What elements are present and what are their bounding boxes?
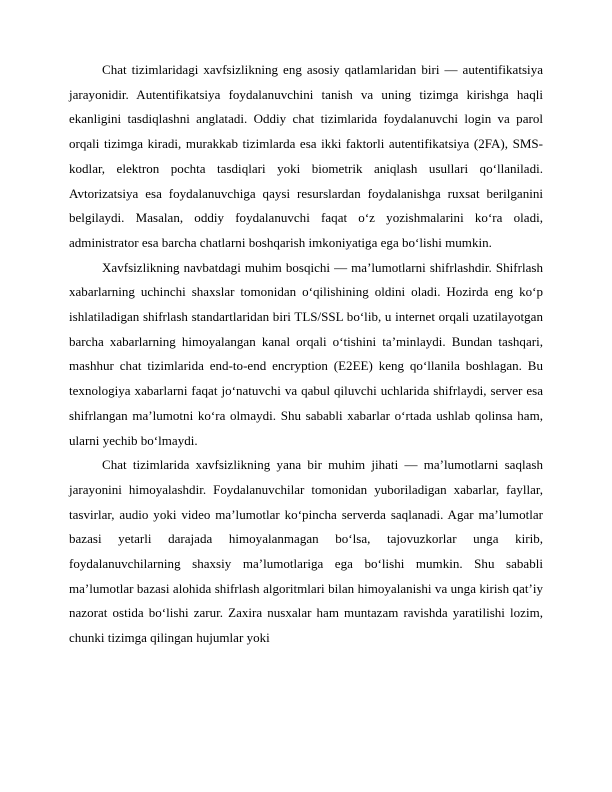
paragraph-data-storage: Chat tizimlarida xavfsizlikning yana bir muhim jihati — ma’lumotlarni saqlash jarayonini himoyalashdir. Foydalanuvchilar tomonidan yuboriladigan xabarlar, fayllar, tasvirlar, audio yoki video ma’lumotlar ko‘pincha serverda saqlanadi. Agar ma’lumotlar bazasi yetarli darajada himoyalanmagan bo‘lsa, tajovuzkorlar unga kirib, foydalanuvchilarning shaxsiy ma’lumotlariga ega bo‘lishi mumkin. Shu sababli ma’lumotlar bazasi alohida shifrlash algoritmlari bilan himoyalanishi va unga kirish qat’iy nazorat ostida bo‘lishi zarur. Zaxira nusxalar ham muntazam ravishda yaratilishi lozim, chunki tizimga qilingan hujumlar yoki <box>69 457 543 646</box>
paragraph-encryption: Xavfsizlikning navbatdagi muhim bosqichi — ma’lumotlarni shifrlashdir. Shifrlash xabarlarning uchinchi shaxslar tomonidan o‘qilishining oldini oladi. Hozirda eng ko‘p ishlatiladigan shifrlash standartlaridan biri TLS/SSL bo‘lib, u internet orqali uzatilayotgan barcha xabarlarning himoyalangan kanal orqali o‘tishini ta’minlaydi. Bundan tashqari, mashhur chat tizimlarida end-to-end encryption (E2EE) keng qo‘llanila boshlagan. Bu texnologiya xabarlarni faqat jo‘natuvchi va qabul qiluvchi uchlarida shifrlaydi, server esa shifrlangan ma’lumotni ko‘ra olmaydi. Shu sababli xabarlar o‘rtada ushlab qolinsa ham, ularni yechib bo‘lmaydi. <box>69 259 543 448</box>
document-page <box>69 58 543 651</box>
paragraph-authentication: Chat tizimlaridagi xavfsizlikning eng asosiy qatlamlaridan biri — autentifikatsiya jarayonidir. Autentifikatsiya foydalanuvchini tanish va uning tizimga kirishga haqli ekanligini tasdiqlashni anglatadi. Oddiy chat tizimlarida foydalanuvchi login va parol orqali tizimga kiradi, murakkab tizimlarda esa ikki faktorli autentifikatsiya (2FA), SMS-kodlar, elektron pochta tasdiqlari yoki biometrik aniqlash usullari qo‘llaniladi. Avtorizatsiya esa foydalanuvchiga qaysi resurslardan foydalanishga ruxsat berilganini belgilaydi. Masalan, oddiy foydalanuvchi faqat o‘z yozishmalarini ko‘ra oladi, administrator esa barcha chatlarni boshqarish imkoniyatiga ega bo‘lishi mumkin. <box>69 62 543 250</box>
